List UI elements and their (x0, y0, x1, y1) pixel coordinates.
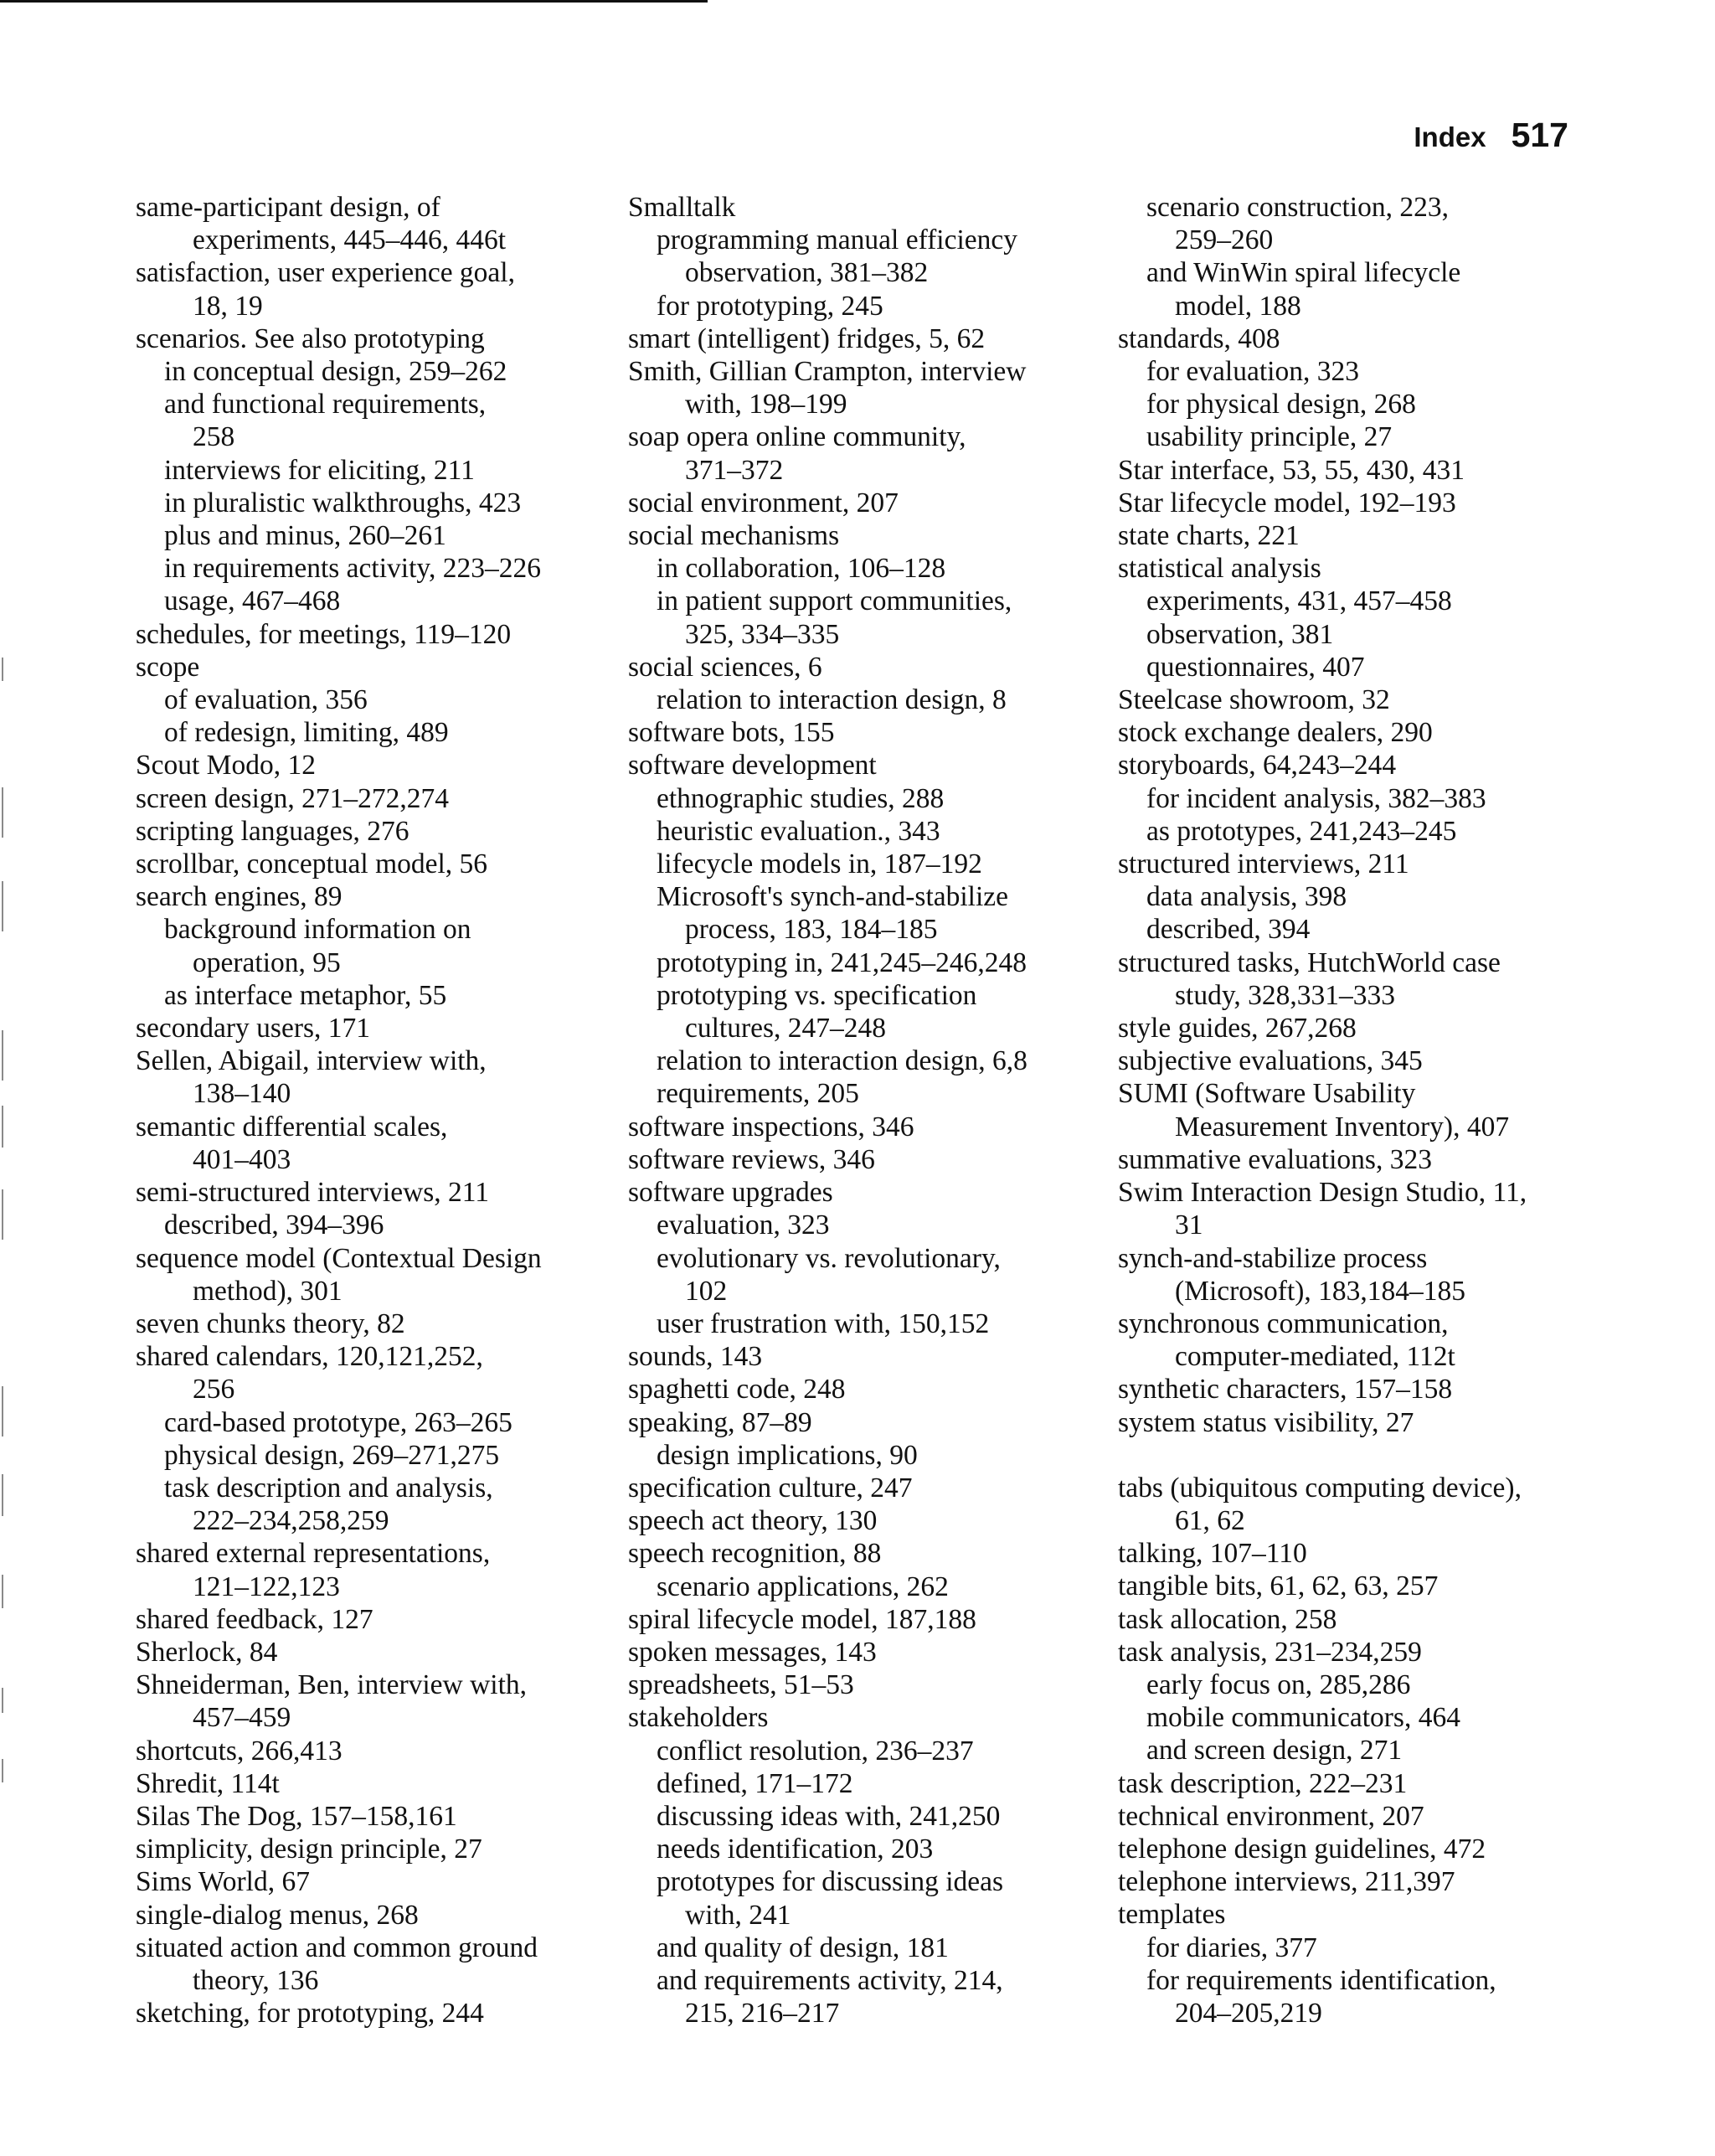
index-entry-continuation: experiments, 445–446, 446t (193, 224, 507, 256)
index-entry: speech recognition, 88 (628, 1538, 882, 1570)
index-subentry: requirements, 205 (657, 1078, 859, 1110)
index-subentry: in pluralistic walkthroughs, 423 (164, 487, 522, 518)
index-entry: summative evaluations, 323 (1118, 1143, 1432, 1175)
index-entry: spoken messages, 143 (628, 1636, 877, 1668)
index-entry-continuation: Measurement Inventory), 407 (1175, 1111, 1510, 1142)
index-subentry: mobile communicators, 464 (1146, 1702, 1460, 1734)
index-entry: Smalltalk (628, 192, 736, 223)
index-entry: spaghetti code, 248 (628, 1374, 846, 1406)
index-entry: tabs (ubiquitous computing device), (1118, 1472, 1522, 1504)
index-entry: specification culture, 247 (628, 1472, 913, 1504)
running-header (1414, 116, 1568, 155)
index-entry: speech act theory, 130 (628, 1505, 878, 1537)
index-entry-continuation: 204–205,219 (1175, 1997, 1322, 2029)
index-entry: structured interviews, 211 (1118, 848, 1409, 880)
index-entry: style guides, 267,268 (1118, 1013, 1357, 1044)
index-subentry: for diaries, 377 (1146, 1932, 1317, 1963)
index-entry: Sherlock, 84 (136, 1636, 278, 1668)
index-entry: standards, 408 (1118, 322, 1280, 354)
index-entry-continuation: 401–403 (193, 1143, 291, 1175)
index-entry: software upgrades (628, 1177, 833, 1209)
index-subentry: prototypes for discussing ideas (657, 1866, 1004, 1898)
index-entry: sounds, 143 (628, 1341, 763, 1373)
index-subentry: physical design, 269–271,275 (164, 1439, 500, 1471)
index-entry: Steelcase showroom, 32 (1118, 684, 1390, 716)
header-label: Index (1414, 121, 1486, 152)
index-entry: Smith, Gillian Crampton, interview (628, 356, 1027, 388)
index-subentry: discussing ideas with, 241,250 (657, 1800, 1001, 1832)
index-subentry: prototyping in, 241,245–246,248 (657, 946, 1027, 978)
index-entry: Scout Modo, 12 (136, 750, 316, 781)
index-entry-continuation: 102 (685, 1275, 728, 1307)
index-subentry: defined, 171–172 (657, 1767, 853, 1799)
index-entry: shared external representations, (136, 1538, 491, 1570)
index-entry-continuation: 258 (193, 421, 235, 453)
index-entry: state charts, 221 (1118, 520, 1300, 552)
index-entry-continuation: operation, 95 (193, 946, 341, 978)
index-entry: task allocation, 258 (1118, 1603, 1337, 1635)
index-entry: software inspections, 346 (628, 1111, 914, 1142)
index-entry-continuation: with, 198–199 (685, 389, 847, 420)
page-number: 517 (1511, 116, 1568, 154)
index-subentry: and requirements activity, 214, (657, 1964, 1003, 1996)
index-column-3 (1118, 191, 1587, 2030)
index-entry: scope (136, 651, 200, 683)
index-entry-continuation: method), 301 (193, 1275, 342, 1307)
index-entry: SUMI (Software Usability (1118, 1078, 1416, 1110)
index-subentry: background information on (164, 914, 471, 946)
index-subentry: relation to interaction design, 8 (657, 684, 1007, 716)
index-entry-continuation: (Microsoft), 183,184–185 (1175, 1275, 1466, 1307)
index-entry: scrollbar, conceptual model, 56 (136, 848, 488, 880)
index-subentry: needs identification, 203 (657, 1834, 934, 1865)
index-entry: social environment, 207 (628, 487, 899, 518)
index-entry-continuation: computer-mediated, 112t (1175, 1341, 1455, 1373)
index-entry: seven chunks theory, 82 (136, 1308, 405, 1339)
index-entry: task analysis, 231–234,259 (1118, 1636, 1422, 1668)
index-entry: Star interface, 53, 55, 430, 431 (1118, 454, 1465, 486)
index-subentry: scenario construction, 223, (1146, 192, 1449, 223)
index-subentry: design implications, 90 (657, 1439, 918, 1471)
index-entry: telephone design guidelines, 472 (1118, 1833, 1486, 1865)
index-entry: stakeholders (628, 1702, 769, 1734)
index-subentry: and screen design, 271 (1146, 1735, 1403, 1767)
index-entry: shortcuts, 266,413 (136, 1735, 342, 1767)
index-subentry: experiments, 431, 457–458 (1146, 585, 1452, 617)
index-entry-continuation: observation, 381–382 (685, 257, 929, 289)
index-subentry: for requirements identification, (1146, 1964, 1496, 1996)
index-subentry: of redesign, limiting, 489 (164, 717, 449, 749)
index-entry: same-participant design, of (136, 192, 440, 223)
index-entry: statistical analysis (1118, 553, 1321, 585)
section-gap (1118, 1439, 1587, 1472)
index-subentry: described, 394 (1146, 914, 1311, 946)
index-subentry: for physical design, 268 (1146, 389, 1416, 420)
index-entry: speaking, 87–89 (628, 1406, 812, 1438)
index-subentry: conflict resolution, 236–237 (657, 1735, 974, 1767)
index-entry: spiral lifecycle model, 187,188 (628, 1603, 976, 1635)
index-entry: social sciences, 6 (628, 651, 822, 683)
index-entry: tangible bits, 61, 62, 63, 257 (1118, 1571, 1439, 1602)
index-entry-continuation: with, 241 (685, 1899, 791, 1931)
index-entry: software development (628, 750, 877, 781)
index-subentry: ethnographic studies, 288 (657, 782, 945, 814)
index-subentry: in conceptual design, 259–262 (164, 356, 507, 388)
index-entry: task description, 222–231 (1118, 1767, 1408, 1799)
index-entry-continuation: cultures, 247–248 (685, 1013, 887, 1044)
index-subentry: data analysis, 398 (1146, 881, 1347, 913)
index-entry-continuation: 215, 216–217 (685, 1998, 840, 2030)
index-entry: synthetic characters, 157–158 (1118, 1374, 1453, 1406)
index-entry: subjective evaluations, 345 (1118, 1045, 1423, 1077)
index-entry: spreadsheets, 51–53 (628, 1669, 854, 1701)
index-entry: technical environment, 207 (1118, 1800, 1424, 1832)
index-entry: synchronous communication, (1118, 1308, 1449, 1339)
index-entry-continuation: 256 (193, 1374, 235, 1406)
index-subentry: for evaluation, 323 (1146, 356, 1359, 388)
index-subentry: of evaluation, 356 (164, 684, 368, 716)
index-subentry: lifecycle models in, 187–192 (657, 848, 982, 880)
index-entry: stock exchange dealers, 290 (1118, 717, 1433, 749)
index-entry: screen design, 271–272,274 (136, 782, 450, 814)
index-subentry: plus and minus, 260–261 (164, 520, 446, 552)
index-subentry: relation to interaction design, 6,8 (657, 1045, 1027, 1077)
index-entry: search engines, 89 (136, 881, 342, 913)
index-column-1 (136, 191, 621, 2030)
index-entry: soap opera online community, (628, 421, 966, 453)
index-entry: Sellen, Abigail, interview with, (136, 1045, 487, 1077)
index-subentry: heuristic evaluation., 343 (657, 815, 940, 847)
index-subentry: for prototyping, 245 (657, 290, 883, 322)
index-entry-continuation: study, 328,331–333 (1175, 979, 1396, 1011)
index-entry: sketching, for prototyping, 244 (136, 1998, 484, 2030)
index-subentry: observation, 381 (1146, 618, 1334, 650)
index-subentry: in collaboration, 106–128 (657, 553, 946, 585)
index-entry: Silas The Dog, 157–158,161 (136, 1800, 457, 1832)
index-subentry: prototyping vs. specification (657, 979, 977, 1011)
index-subentry: evaluation, 323 (657, 1210, 830, 1241)
index-subentry: and functional requirements, (164, 389, 487, 420)
index-entry: semantic differential scales, (136, 1111, 448, 1142)
index-entry: storyboards, 64,243–244 (1118, 750, 1397, 781)
index-entry: semi-structured interviews, 211 (136, 1177, 490, 1209)
index-entry: secondary users, 171 (136, 1013, 371, 1044)
index-subentry: as prototypes, 241,243–245 (1146, 815, 1457, 847)
index-entry-continuation: 222–234,258,259 (193, 1505, 389, 1537)
index-entry: situated action and common ground (136, 1932, 538, 1963)
index-entry: Sims World, 67 (136, 1866, 310, 1898)
index-entry: system status visibility, 27 (1118, 1406, 1414, 1438)
index-entry: Shredit, 114t (136, 1767, 280, 1799)
index-entry-continuation: 138–140 (193, 1078, 291, 1110)
index-entry: shared calendars, 120,121,252, (136, 1341, 483, 1373)
index-entry: schedules, for meetings, 119–120 (136, 618, 512, 650)
index-entry: software reviews, 346 (628, 1143, 875, 1175)
index-entry-continuation: 121–122,123 (193, 1571, 340, 1602)
index-entry: scripting languages, 276 (136, 815, 409, 847)
index-entry: telephone interviews, 211,397 (1118, 1866, 1455, 1898)
index-subentry: evolutionary vs. revolutionary, (657, 1242, 1001, 1274)
index-entry: scenarios. See also prototyping (136, 322, 485, 354)
index-entry: simplicity, design principle, 27 (136, 1834, 482, 1865)
index-entry-continuation: 371–372 (685, 454, 784, 486)
index-entry-continuation: theory, 136 (193, 1964, 319, 1996)
index-entry: shared feedback, 127 (136, 1603, 373, 1635)
index-entry: single-dialog menus, 268 (136, 1899, 419, 1931)
index-entry-continuation: 457–459 (193, 1702, 291, 1734)
index-subentry: usability principle, 27 (1146, 421, 1393, 453)
index-subentry: scenario applications, 262 (657, 1571, 949, 1602)
index-subentry: for incident analysis, 382–383 (1146, 782, 1486, 814)
index-entry-continuation: process, 183, 184–185 (685, 914, 938, 946)
index-entry: Shneiderman, Ben, interview with, (136, 1669, 528, 1701)
index-entry: Swim Interaction Design Studio, 11, (1118, 1177, 1527, 1209)
index-subentry: user frustration with, 150,152 (657, 1308, 990, 1339)
index-entry: software bots, 155 (628, 717, 835, 749)
index-entry: social mechanisms (628, 520, 840, 552)
index-entry: synch-and-stabilize process (1118, 1242, 1428, 1274)
index-subentry: questionnaires, 407 (1146, 651, 1365, 683)
index-entry-continuation: model, 188 (1175, 290, 1301, 322)
index-entry-continuation: 325, 334–335 (685, 618, 840, 650)
index-entry-continuation: 18, 19 (193, 290, 263, 322)
index-entry: sequence model (Contextual Design (136, 1242, 542, 1274)
top-rule (0, 0, 708, 3)
index-subentry: usage, 467–468 (164, 585, 341, 617)
index-subentry: programming manual efficiency (657, 224, 1018, 256)
index-subentry: in requirements activity, 223–226 (164, 553, 541, 585)
index-entry-continuation: 259–260 (1175, 224, 1274, 256)
index-subentry: described, 394–396 (164, 1210, 384, 1241)
index-subentry: early focus on, 285,286 (1146, 1669, 1411, 1700)
index-entry: smart (intelligent) fridges, 5, 62 (628, 322, 986, 354)
index-entry-continuation: 61, 62 (1175, 1504, 1245, 1536)
index-subentry: task description and analysis, (164, 1472, 493, 1504)
index-subentry: in patient support communities, (657, 585, 1012, 617)
index-column-2 (628, 191, 1114, 2030)
index-entry: Star lifecycle model, 192–193 (1118, 487, 1456, 518)
index-subentry: interviews for eliciting, 211 (164, 454, 475, 486)
index-entry: talking, 107–110 (1118, 1538, 1307, 1570)
index-subentry: card-based prototype, 263–265 (164, 1406, 512, 1438)
index-subentry: and WinWin spiral lifecycle (1146, 257, 1461, 289)
index-entry: templates (1118, 1899, 1226, 1931)
index-entry: satisfaction, user experience goal, (136, 257, 515, 289)
index-subentry: as interface metaphor, 55 (164, 979, 447, 1011)
index-entry-continuation: 31 (1175, 1210, 1203, 1241)
index-subentry: Microsoft's synch-and-stabilize (657, 881, 1009, 913)
index-entry: structured tasks, HutchWorld case (1118, 946, 1501, 978)
index-subentry: and quality of design, 181 (657, 1932, 949, 1963)
